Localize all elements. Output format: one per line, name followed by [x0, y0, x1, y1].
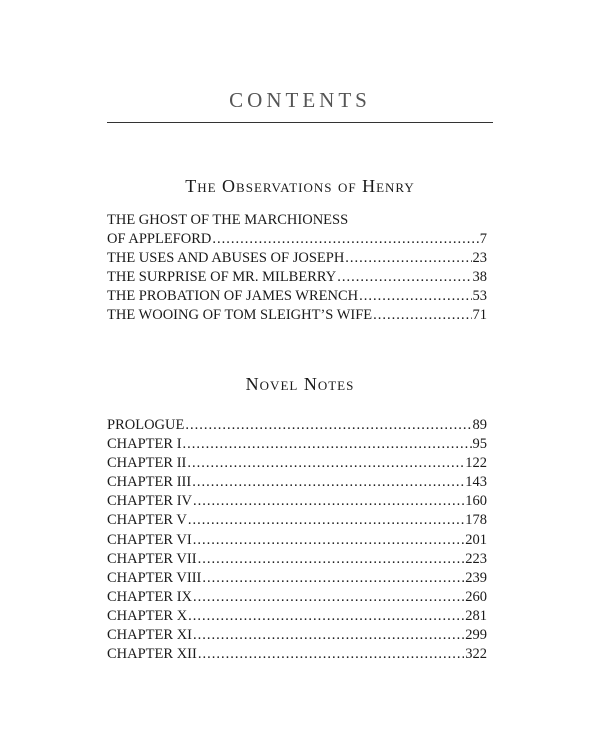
- toc-entry[interactable]: [107, 626, 487, 645]
- toc-entry[interactable]: [107, 230, 487, 249]
- toc-entry-page: 95: [472, 436, 487, 453]
- toc-entry[interactable]: [107, 511, 487, 530]
- toc-entry[interactable]: [107, 306, 487, 325]
- toc-list-novel-notes: [107, 416, 487, 664]
- dot-leader: [188, 607, 464, 626]
- toc-entry-title: CHAPTER IX: [107, 588, 192, 605]
- toc-entry-page: 53: [472, 288, 487, 305]
- dot-leader: [373, 306, 471, 325]
- toc-entry-title: THE WOOING OF TOM SLEIGHT’S WIFE: [107, 307, 373, 324]
- dot-leader: [193, 531, 465, 550]
- toc-entry-title: CHAPTER I: [107, 436, 182, 453]
- toc-entry[interactable]: [107, 268, 487, 287]
- toc-entry-title: CHAPTER II: [107, 455, 187, 472]
- toc-entry[interactable]: [107, 249, 487, 268]
- toc-entry[interactable]: [107, 473, 487, 492]
- toc-entry[interactable]: [107, 416, 487, 435]
- toc-list-observations-of-henry: [107, 211, 487, 326]
- toc-entry[interactable]: [107, 588, 487, 607]
- dot-leader: [202, 569, 464, 588]
- toc-entry-title: CHAPTER X: [107, 607, 188, 624]
- dot-leader: [212, 230, 478, 249]
- toc-entry-page: 122: [465, 455, 487, 472]
- dot-leader: [193, 492, 464, 511]
- dot-leader: [188, 511, 464, 530]
- page-title: CONTENTS: [229, 88, 371, 112]
- toc-entry-page: 223: [465, 550, 487, 567]
- dot-leader: [187, 454, 464, 473]
- toc-entry-title: OF APPLEFORD: [107, 231, 212, 248]
- toc-entry[interactable]: [107, 287, 487, 306]
- toc-entry-page: 7: [479, 231, 487, 248]
- toc-entry-page: 201: [465, 531, 487, 548]
- toc-entry[interactable]: [107, 607, 487, 626]
- toc-entry-page: 89: [472, 417, 487, 433]
- toc-entry-title: CHAPTER XII: [107, 646, 197, 663]
- toc-entry[interactable]: [107, 211, 487, 230]
- dot-leader: [193, 626, 464, 645]
- dot-leader: [198, 645, 464, 664]
- toc-entry-page: 299: [465, 627, 487, 644]
- toc-entry-page: 239: [465, 569, 487, 586]
- toc-entry[interactable]: [107, 454, 487, 473]
- toc-entry-page: 38: [472, 269, 487, 286]
- section-heading-observations-of-henry: The Observations of Henry: [185, 176, 415, 196]
- section-heading-novel-notes: Novel Notes: [245, 374, 355, 394]
- toc-entry-page: 178: [465, 512, 487, 529]
- dot-leader: [192, 473, 464, 492]
- toc-entry-page: 71: [472, 307, 487, 324]
- toc-entry-title: THE GHOST OF THE MARCHIONESS: [107, 212, 349, 228]
- toc-entry[interactable]: [107, 569, 487, 588]
- dot-leader: [183, 435, 472, 454]
- toc-entry-page: 23: [472, 250, 487, 267]
- dot-leader: [193, 588, 464, 607]
- toc-entry[interactable]: [107, 645, 487, 664]
- toc-entry-page: 281: [465, 607, 487, 624]
- toc-entry-title: PROLOGUE: [107, 417, 185, 433]
- toc-entry-title: THE SURPRISE OF MR. MILBERRY: [107, 269, 337, 286]
- toc-entry-title: CHAPTER VI: [107, 531, 192, 548]
- title-divider: [107, 122, 493, 123]
- toc-entry[interactable]: [107, 492, 487, 511]
- toc-entry-title: CHAPTER III: [107, 474, 192, 491]
- toc-entry-title: CHAPTER XI: [107, 627, 192, 644]
- toc-entry-title: CHAPTER V: [107, 512, 187, 529]
- toc-entry-title: CHAPTER VII: [107, 550, 197, 567]
- dot-leader: [198, 550, 465, 569]
- toc-entry-title: CHAPTER VIII: [107, 569, 202, 586]
- toc-entry[interactable]: [107, 550, 487, 569]
- toc-entry[interactable]: [107, 435, 487, 454]
- toc-entry-title: CHAPTER IV: [107, 493, 192, 510]
- toc-entry-page: 143: [465, 474, 487, 491]
- toc-entry-page: 322: [465, 646, 487, 663]
- toc-entry-page: 260: [465, 588, 487, 605]
- toc-entry[interactable]: [107, 531, 487, 550]
- toc-entry-page: 160: [465, 493, 487, 510]
- dot-leader: [345, 249, 471, 268]
- dot-leader: [359, 287, 471, 306]
- dot-leader: [337, 268, 471, 287]
- dot-leader: [185, 416, 471, 435]
- toc-entry-title: THE PROBATION OF JAMES WRENCH: [107, 288, 359, 305]
- toc-entry-title: THE USES AND ABUSES OF JOSEPH: [107, 250, 345, 267]
